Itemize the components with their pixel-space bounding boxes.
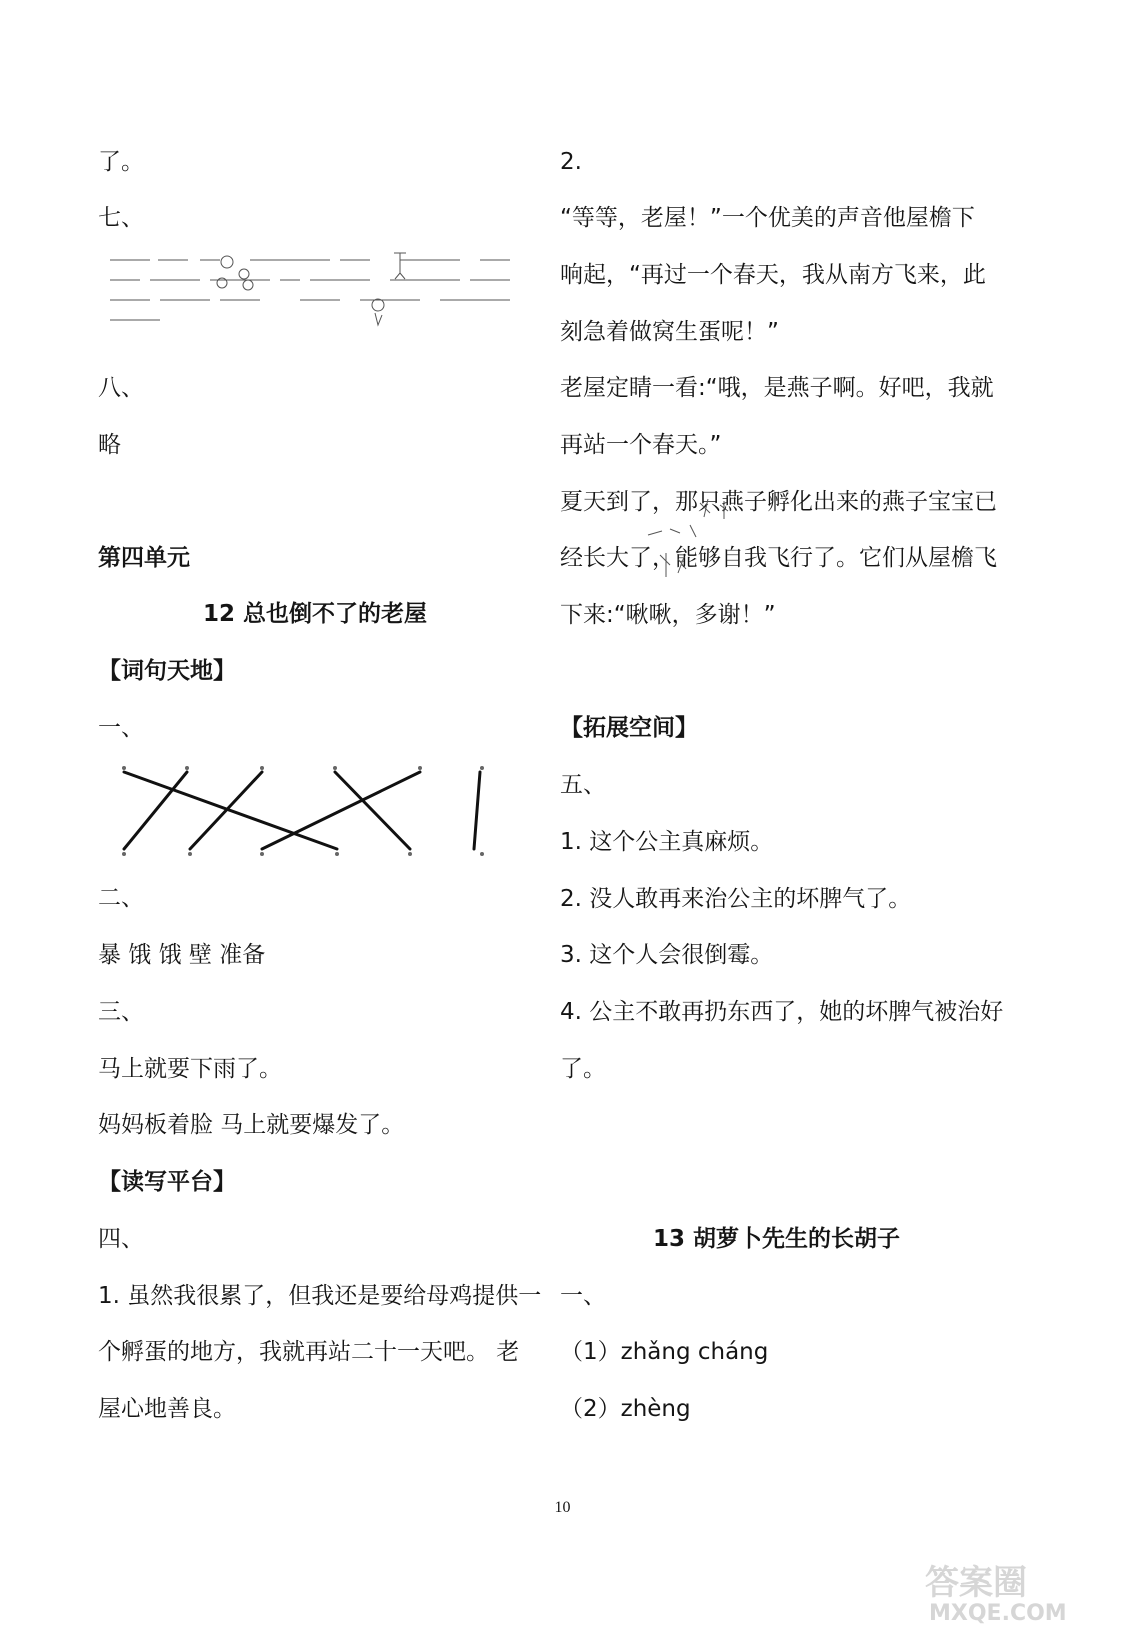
question-3-line-1: 马上就要下雨了。 [98,1056,282,1082]
left-text-line: 了。 [98,149,144,175]
question-4-answer-line-2: 个孵蛋的地方，我就再站二十一天吧。 老 [98,1339,520,1365]
answer-5-4-line-2: 了。 [560,1056,606,1082]
passage-line: 夏天到了，那只燕子孵化出来的燕子宝宝已 [560,489,997,515]
watermark-bottom-text: MXQE.COM [929,1601,1067,1626]
answer-5-1: 1. 这个公主真麻烦。 [560,829,774,855]
question-8-label: 八、 [98,375,144,401]
question-8-answer: 略 [98,432,121,458]
question-4-label: 四、 [98,1226,144,1252]
passage-line: 刻急着做窝生蛋呢！” [560,319,779,345]
pinyin-answer-1: （1）zhǎng cháng [560,1339,769,1365]
question-7-label: 七、 [98,205,144,231]
lesson-13-title: 13 胡萝卜先生的长胡子 [653,1226,901,1252]
passage-line: 老屋定睛一看:“哦，是燕子啊。好吧，我就 [560,375,994,401]
question-1-label: 一、 [98,715,144,741]
handwritten-answer-sketch [100,248,520,338]
unit-heading: 第四单元 [98,545,190,571]
pinyin-answer-2: （2）zhèng [560,1396,691,1422]
pencil-marks [640,495,750,585]
answer-5-3: 3. 这个人会很倒霉。 [560,942,774,968]
passage-line: 经长大了，能够自我飞行了。它们从屋檐飞 [560,545,997,571]
answer-2-label: 2. [560,149,582,175]
lesson-13-question-1-label: 一、 [560,1283,606,1309]
watermark-top-text: 答案圈 [925,1563,1027,1603]
passage-line: 下来:“啾啾，多谢！” [560,602,776,628]
passage-line: “等等，老屋！”一个优美的声音他屋檐下 [560,205,975,231]
section-extension-heading: 【拓展空间】 [560,715,698,741]
site-watermark [915,1556,1115,1626]
page-number: 10 [554,1499,571,1516]
question-4-answer-line-3: 屋心地善良。 [98,1396,236,1422]
lesson-12-title: 12 总也倒不了的老屋 [203,601,428,627]
question-3-line-2: 妈妈板着脸 马上就要爆发了。 [98,1112,405,1138]
question-4-answer-line-1: 1. 虽然我很累了，但我还是要给母鸡提供一 [98,1283,542,1309]
answer-5-2: 2. 没人敢再来治公主的坏脾气了。 [560,886,912,912]
question-2-answer: 暴 饿 饿 壁 准备 [98,942,266,968]
section-read-write-heading: 【读写平台】 [98,1169,236,1195]
question-5-label: 五、 [560,772,606,798]
passage-line: 再站一个春天。” [560,432,722,458]
passage-line: 响起，“再过一个春天，我从南方飞来，此 [560,262,986,288]
matching-lines-diagram [112,760,502,860]
answer-5-4-line-1: 4. 公主不敢再扔东西了，她的坏脾气被治好 [560,999,1004,1025]
question-3-label: 三、 [98,999,144,1025]
section-words-heading: 【词句天地】 [98,658,236,684]
question-2-label: 二、 [98,885,144,911]
